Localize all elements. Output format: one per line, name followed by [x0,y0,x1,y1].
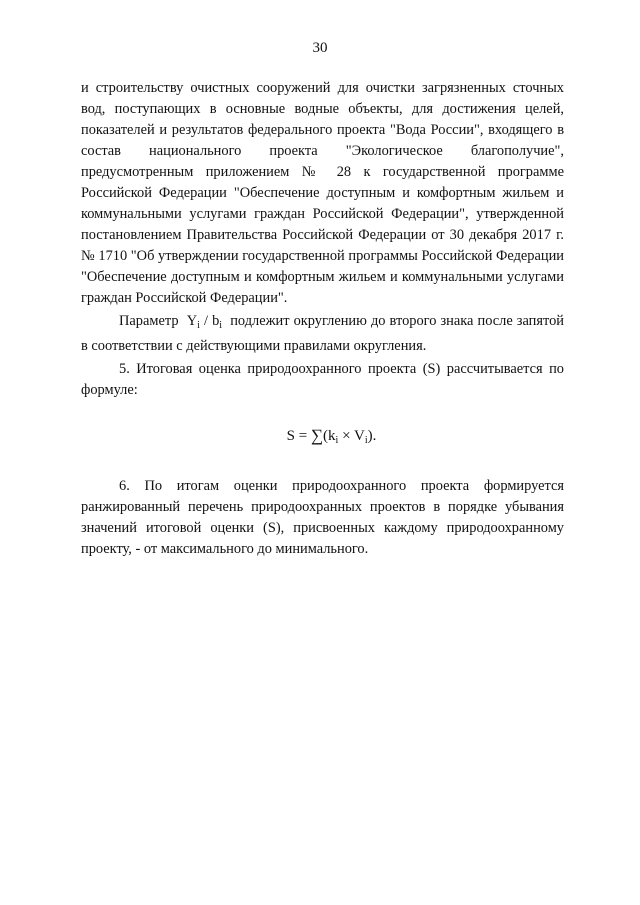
formula-lhs: S [286,428,295,444]
ratio-slash: / [199,313,213,329]
formula-v-subscript: i [364,435,368,446]
total-score-formula [81,425,564,452]
rounding-text-after: подлежит округлению до второго знака после запятой в соответствии с действующими правилами округления. [81,313,565,354]
ratio-y-subscript: i [197,320,200,331]
rounding-text-before: Параметр [119,313,179,329]
paragraph-item-6: 6. По итогам оценки природоохранного проекта формируется ранжированный перечень природоохранных проектов в порядке убывания значений итоговой оценки (S), присвоенных каждому природоохранному проекту, - от максимального до минимального. [81,478,564,557]
ratio-b: b [212,313,220,329]
paragraph-continuation: и строительству очистных сооружений для очистки загрязненных сточных вод, поступающих в основные водные объекты, для достижения целей, показателей и результатов федерального проекта "Вода России", входящего в состав национального проекта "Экологическое благополучие", предусмотренным приложением № 28 к государственной программе Российской Федерации "Обеспечение доступным и комфортным жильем и коммунальными услугами граждан Российской Федерации", утвержденной постановлением Правительства Российской Федерации от 30 декабря 2017 г. № 1710 "Об утверждении государственной программы Российской Федерации "Обеспечение доступным и комфортным жильем и коммунальными услугами граждан Российской Федерации". [81,80,564,306]
page-number: 30 [312,40,328,56]
paragraph-rounding [81,311,564,357]
paragraph-item-5: 5. Итоговая оценка природоохранного проекта (S) рассчитывается по формуле: [81,361,564,398]
formula-open-paren: ( [323,428,329,444]
formula-k: k [328,428,336,444]
formula-equals: = [294,428,311,444]
formula-period: . [372,428,377,444]
document-body [81,78,564,560]
ratio-formula [187,313,222,329]
sum-symbol: ∑ [310,426,324,445]
formula-v: V [354,428,365,444]
formula-k-subscript: i [335,435,339,446]
formula-close-paren: ) [367,428,373,444]
formula-times: × [338,428,355,444]
ratio-b-subscript: i [219,320,223,331]
ratio-y: Y [186,313,198,329]
